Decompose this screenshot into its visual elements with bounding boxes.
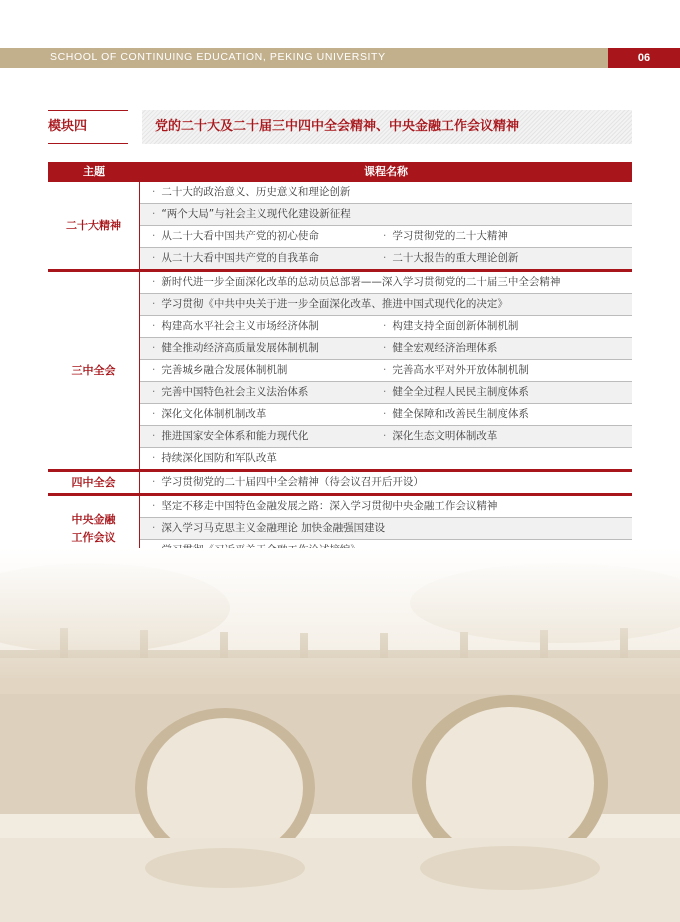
table-row: · 构建高水平社会主义市场经济体制 · 构建支持全面创新体制机制 [140, 316, 632, 338]
table-row: · 深入学习马克思主义金融理论 加快金融强国建设 [140, 518, 632, 540]
table-row: · 深化文化体制机制改革 · 健全保障和改善民生制度体系 [140, 404, 632, 426]
module-label: 模块四 [48, 110, 128, 144]
course-table [48, 162, 632, 563]
table-row: · 学习贯彻党的二十届四中全会精神（待会议召开后开设） [152, 476, 424, 488]
table-row: · 健全推动经济高质量发展体制机制 · 健全宏观经济治理体系 [140, 338, 632, 360]
bridge-background-image [0, 548, 680, 922]
page-number: 06 [608, 48, 680, 68]
table-row: · “两个大局”与社会主义现代化建设新征程 [140, 204, 632, 226]
table-row: · 持续深化国防和军队改革 [152, 452, 277, 464]
module-title: 党的二十大及二十届三中四中全会精神、中央金融工作会议精神 [155, 119, 520, 134]
table-row: · 从二十大看中国共产党的初心使命 · 学习贯彻党的二十大精神 [140, 226, 632, 248]
course-header: 课程名称 [364, 165, 408, 178]
topic-header: 主题 [83, 165, 105, 178]
topic-group [48, 472, 632, 496]
table-row: · 推进国家安全体系和能力现代化 · 深化生态文明体制改革 [140, 426, 632, 448]
header-bar [0, 48, 680, 68]
table-row: · 完善城乡融合发展体制机制 · 完善高水平对外开放体制机制 [140, 360, 632, 382]
module-title-box [142, 110, 632, 144]
table-row: · 学习贯彻《中共中央关于进一步全面深化改革、推进中国式现代化的决定》 [140, 294, 632, 316]
table-row: · 完善中国特色社会主义法治体系 · 健全全过程人民民主制度体系 [140, 382, 632, 404]
table-row: · 新时代进一步全面深化改革的总动员总部署——深入学习贯彻党的二十届三中全会精神 [140, 272, 632, 294]
table-header [48, 162, 632, 182]
table-row: · 从二十大看中国共产党的自我革命 · 二十大报告的重大理论创新 [140, 248, 632, 269]
topic-group [48, 272, 632, 472]
topic-cell: 四中全会 [48, 472, 140, 493]
table-row: · 坚定不移走中国特色金融发展之路：深入学习贯彻中央金融工作会议精神 [140, 496, 632, 518]
topic-cell: 中央金融 工作会议 [48, 496, 140, 561]
topic-group [48, 182, 632, 272]
topic-cell: 二十大精神 [48, 182, 140, 269]
school-title: SCHOOL OF CONTINUING EDUCATION, PEKING UNIVERSITY [50, 51, 386, 63]
table-row: · 二十大的政治意义、历史意义和理论创新 [140, 182, 632, 204]
topic-cell: 三中全会 [48, 272, 140, 469]
